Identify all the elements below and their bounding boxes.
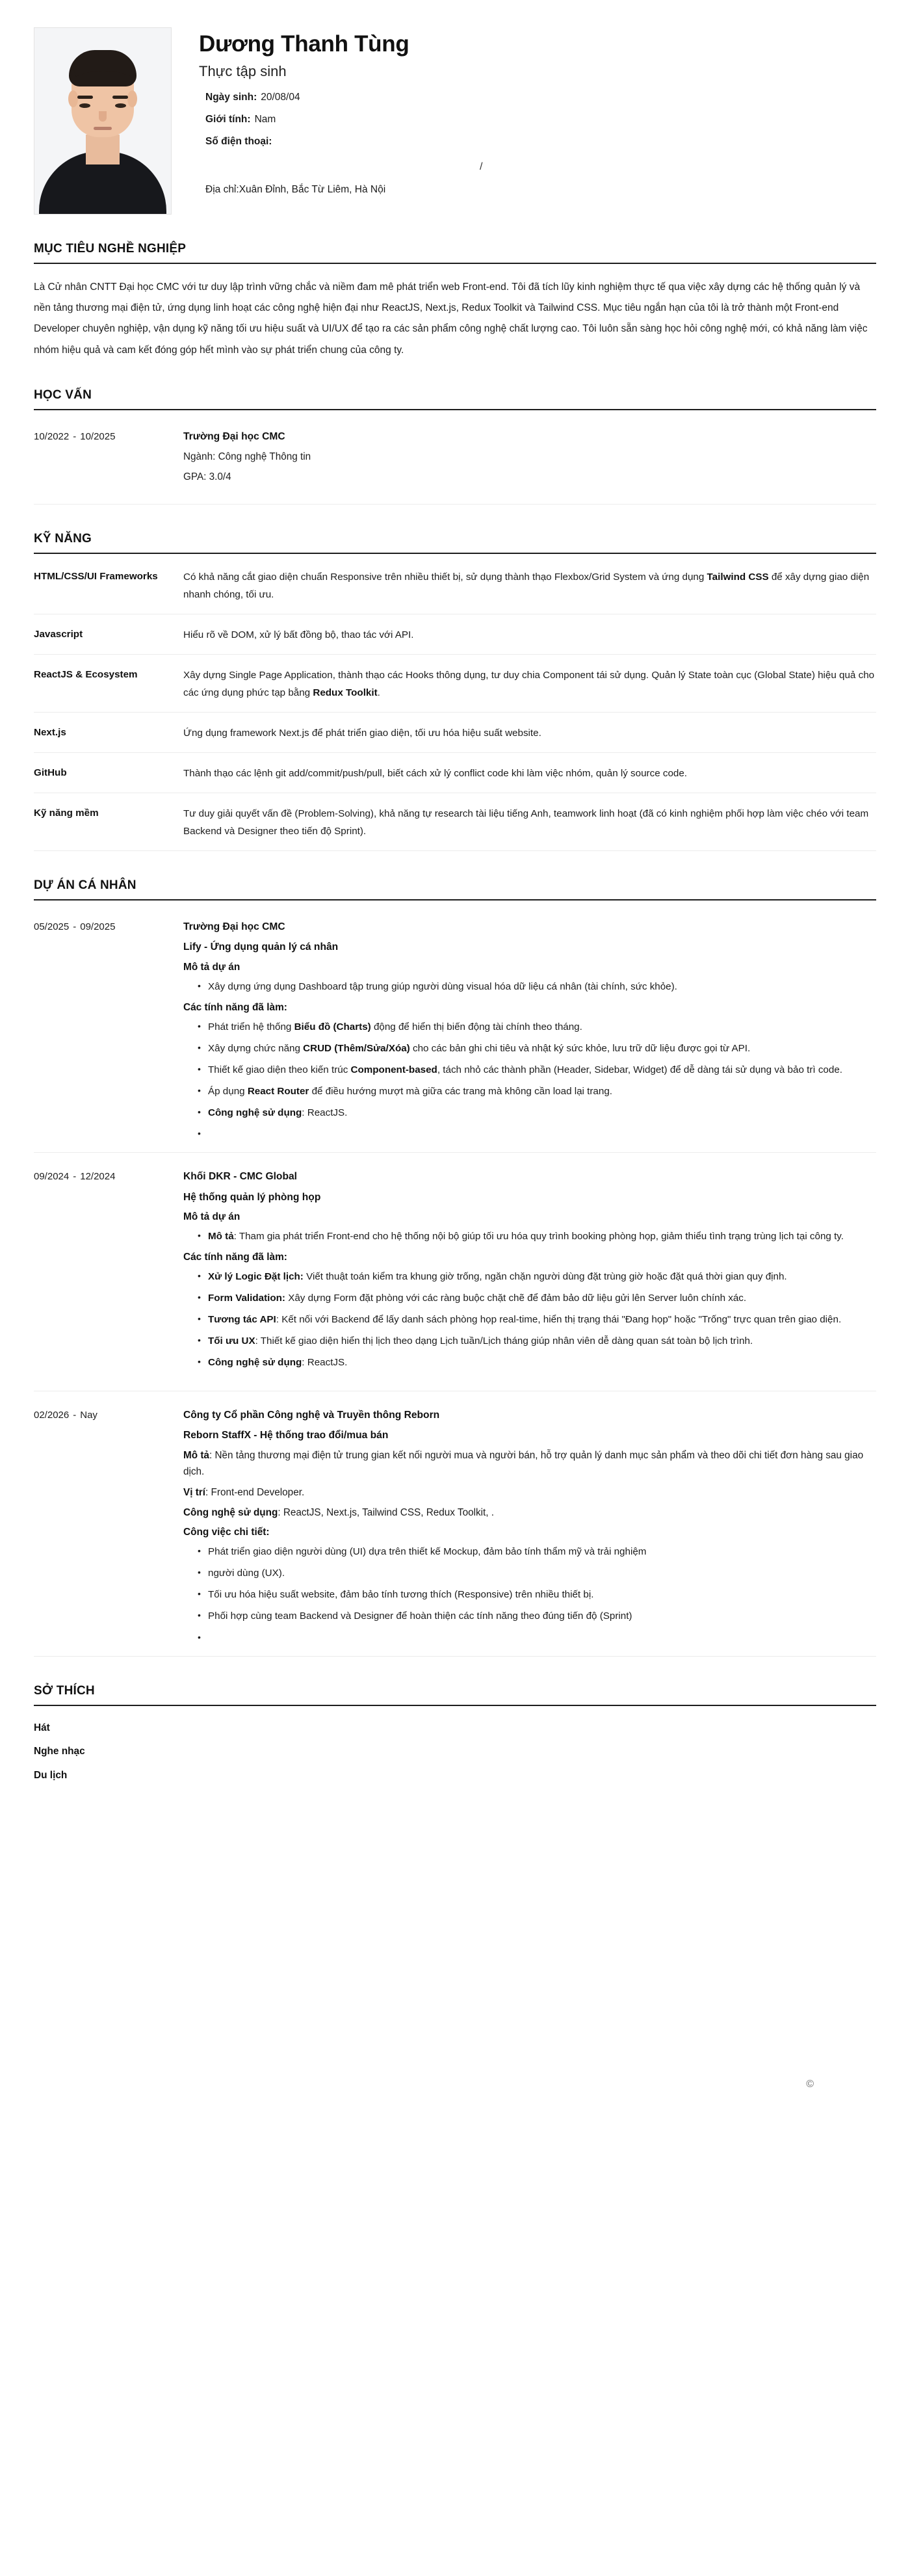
date-separator: - [73,1409,77,1421]
project-bullet-item [198,1040,876,1057]
education-entry [34,413,876,505]
section-rule [34,553,876,554]
project-bullet-item [198,1228,876,1245]
body-text: Hiểu rõ về DOM, xử lý bất đồng bộ, thao tác với API. [183,629,414,640]
project-bullet-item [198,1311,876,1328]
body-text: Có khả năng cắt giao diện chuẩn Responsive trên nhiều thiết bị, sử dụng thành thạo Flexbox/Grid System và ứng dụng [183,571,707,583]
project-bullet-item [198,1268,876,1285]
info-row-address [199,182,876,197]
header-info [199,27,876,197]
project-entry-date [34,1407,183,1423]
body-text: Tối ưu hóa hiệu suất website, đảm bảo tính tương thích (Responsive) trên nhiều thiết bị. [208,1589,594,1601]
date-from: 09/2024 [34,1171,70,1183]
skill-name: Javascript [34,628,83,640]
body-text: : ReactJS. [302,1107,348,1119]
project-bullet-list [183,1544,876,1638]
body-text: . [377,687,380,698]
cv-header [34,27,876,215]
project-detail-line [183,1505,876,1521]
project-bullet-list [183,979,876,995]
body-text: Xây dựng Single Page Application, thành thạo các Hooks thông dụng, tư duy chia Component tái sử dụng. Quản lý State toàn cục (Global State) hiệu quả cho các ứng dụng phức tạp bằng [183,669,875,698]
project-name: Hệ thống quản lý phòng họp [183,1191,321,1203]
skill-row [34,614,876,655]
project-bullet-item [198,1586,876,1603]
job-title: Thực tập sinh [199,63,287,80]
info-row-phone [199,134,876,150]
project-bullet-list [183,1228,876,1245]
date-to: 09/2025 [80,921,116,933]
education-detail-line: GPA: 3.0/4 [183,471,231,483]
project-bullet-item [198,1333,876,1350]
project-org-name: Công ty Cổ phần Công nghệ và Truyền thông Reborn [183,1409,440,1421]
date-separator: - [73,430,77,442]
project-detail-line [183,1447,876,1480]
project-entry-date [34,919,183,935]
project-bullet-item [198,1105,876,1122]
emphasis-text: Redux Toolkit [313,687,378,698]
photo-wrapper [34,27,172,215]
project-entry-body [183,1407,876,1642]
date-from: 10/2022 [34,430,70,442]
objective-text: Là Cử nhân CNTT Đại học CMC với tư duy lập trình vững chắc và niềm đam mê phát triển web Front-end. Tôi đã tích lũy kinh nghiệm thực tế qua việc xây dựng các hệ thống quản lý và nền tảng thương mại điện tử, ứng dụng linh hoạt các công nghệ hiện đại như ReactJS, Next.js, Redux Toolkit và Tailwind CSS. Mục tiêu ngắn hạn của tôi là trở thành một Front-end Developer chuyên nghiệp, vận dụng kỹ năng tối ưu hiệu suất và UI/UX để tạo ra các sản phẩm công nghệ chất lượng cao. Tôi luôn sẵn sàng học hỏi công nghệ mới, có khả năng làm việc nhóm hiệu quả và cam kết đóng góp hết mình vào sự phát triển chung của công ty. [34,282,868,356]
project-entry-date [34,1168,183,1185]
body-text: người dùng (UX). [208,1568,285,1579]
section-rule [34,409,876,410]
body-text: : Kết nối với Backend để lấy danh sách phòng họp real-time, hiển thị trạng thái "Đang họp" hoặc "Trống" trực quan trên giao diện. [276,1314,842,1326]
body-text: Thiết kế giao diện theo kiến trúc [208,1064,351,1075]
project-bullet-item [198,1062,876,1079]
slash-separator: / [480,161,483,172]
skill-row-list [34,557,876,851]
avatar [34,27,172,215]
portrait-illustration [34,28,171,214]
hobby-item: Du lịch [34,1770,68,1781]
project-bullet-item [198,1019,876,1036]
hobby-list [34,1720,876,1784]
project-bullet-item [198,979,876,995]
body-text: : ReactJS. [302,1357,348,1369]
section-hobbies [34,1684,876,1784]
project-bullet-item [198,1083,876,1100]
project-entry-body [183,919,876,1138]
skill-description [183,805,876,840]
project-bullet-item [198,1354,876,1371]
section-title-hobbies: SỞ THÍCH [34,1683,95,1698]
section-title-projects: DỰ ÁN CÁ NHÂN [34,878,136,893]
project-entry-body [183,1168,876,1376]
date-from: 05/2025 [34,921,70,933]
skill-description [183,568,876,603]
skill-row [34,713,876,753]
body-text: cho các bản ghi chi tiêu và nhật ký sức khỏe, lưu trữ dữ liệu được gọi từ API. [410,1042,751,1054]
info-row-birthdate [199,90,876,105]
info-row-gender [199,112,876,127]
project-bullet-item [198,1126,876,1134]
project-org-name: Trường Đại học CMC [183,921,285,933]
date-to: 10/2025 [80,430,116,442]
emphasis-text: Công nghệ sử dụng [208,1357,302,1369]
skill-name: GitHub [34,767,67,778]
project-detail-line [183,1484,876,1501]
project-entry [34,1391,876,1657]
date-from: 02/2026 [34,1409,70,1421]
project-block-heading: Công việc chi tiết: [183,1527,270,1538]
section-projects [34,878,876,1656]
date-separator: - [73,1171,77,1183]
education-entry-body [183,428,876,490]
phone-label: Số điện thoại: [205,135,272,147]
emphasis-text: Mô tả [183,1450,209,1462]
section-rule [34,263,876,264]
body-text: Phối hợp cùng team Backend và Designer để hoàn thiện các tính năng theo đúng tiến độ (Sprint) [208,1610,632,1622]
project-block-heading: Các tính năng đã làm: [183,1001,287,1013]
emphasis-text: Component-based [350,1064,437,1075]
emphasis-text: CRUD (Thêm/Sửa/Xóa) [303,1042,410,1054]
emphasis-text: Biểu đồ (Charts) [294,1021,371,1032]
body-text: để điều hướng mượt mà giữa các trang mà không cần load lại trang. [309,1086,612,1097]
section-rule [34,899,876,900]
body-text: Phát triển hệ thống [208,1021,294,1032]
body-text: Ứng dụng framework Next.js để phát triển giao diện, tối ưu hóa hiệu suất website. [183,727,541,739]
section-title-objective: MỤC TIÊU NGHỀ NGHIỆP [34,242,187,256]
body-text: Viết thuật toán kiểm tra khung giờ trống, ngăn chặn người dùng đặt trùng giờ hoặc đặt quá thời gian quy định. [303,1270,787,1282]
skill-row [34,753,876,793]
section-title-education: HỌC VẤN [34,388,92,402]
emphasis-text: Công nghệ sử dụng [183,1506,278,1518]
emphasis-text: Vị trí [183,1486,205,1498]
project-name: Reborn StaffX - Hệ thống trao đổi/mua bán [183,1429,389,1441]
body-text: Xây dựng ứng dụng Dashboard tập trung giúp người dùng visual hóa dữ liệu cá nhân (tài chính, sức khỏe). [208,980,677,992]
body-text: Xây dựng Form đặt phòng với các ràng buộc chặt chẽ để đảm bảo dữ liệu gửi lên Server luôn chính xác. [285,1293,747,1304]
skill-name: Next.js [34,726,66,738]
hobby-item: Nghe nhạc [34,1746,85,1757]
body-text: : Front-end Developer. [205,1486,305,1498]
education-org-name: Trường Đại học CMC [183,430,285,442]
education-entry-date [34,428,183,445]
project-org-name: Khối DKR - CMC Global [183,1171,297,1183]
skill-description [183,666,876,702]
skill-description [183,765,876,782]
gender-value: Nam [254,113,276,125]
body-text: Áp dụng [208,1086,248,1097]
education-entry-list [34,413,876,505]
skill-row [34,793,876,851]
birthdate-value: 20/08/04 [261,91,300,103]
body-text: động để hiển thị biến động tài chính theo tháng. [370,1021,582,1032]
gender-label: Giới tính: [205,113,251,125]
project-block-heading: Mô tả dự án [183,961,240,973]
emphasis-text: Tương tác API [208,1314,276,1326]
birthdate-label: Ngày sinh: [205,91,257,103]
section-rule [34,1705,876,1706]
project-bullet-item [198,1544,876,1560]
skill-name: ReactJS & Ecosystem [34,668,138,680]
project-name: Lify - Ứng dụng quản lý cá nhân [183,941,339,953]
body-text: Xây dựng chức năng [208,1042,304,1054]
project-bullet-item [198,1290,876,1307]
project-bullet-list [183,1019,876,1135]
section-education [34,388,876,505]
skill-description [183,724,876,742]
body-text: để xây dựng giao diện nhanh chóng, tối ưu. [183,571,870,600]
body-text: , tách nhỏ các thành phần (Header, Sidebar, Widget) để dễ dàng tái sử dụng và bảo trì code. [437,1064,842,1075]
section-objective [34,242,876,361]
project-bullet-item [198,1565,876,1582]
date-to: Nay [80,1409,98,1421]
emphasis-text: Công nghệ sử dụng [208,1107,302,1119]
project-entry-list [34,903,876,1656]
section-title-skills: KỸ NĂNG [34,531,92,545]
emphasis-text: React Router [247,1086,309,1097]
skill-row [34,655,876,713]
emphasis-text: Tối ưu UX [208,1335,255,1347]
body-text: Phát triển giao diện người dùng (UI) dựa trên thiết kế Mockup, đảm bảo tính thẩm mỹ và trải nghiệm [208,1545,647,1557]
project-bullet-item [198,1630,876,1638]
body-text: : Thiết kế giao diện hiển thị lịch theo dạng Lịch tuần/Lịch tháng giúp nhân viên dễ dàng quan sát toàn bộ lịch trình. [255,1335,753,1347]
date-to: 12/2024 [80,1171,116,1183]
project-block-heading: Các tính năng đã làm: [183,1251,287,1263]
emphasis-text: Tailwind CSS [707,571,769,583]
skill-name: Kỹ năng mềm [34,807,99,819]
hobby-item: Hát [34,1722,50,1733]
date-separator: - [73,921,77,933]
body-text: Thành thạo các lệnh git add/commit/push/pull, biết cách xử lý conflict code khi làm việc nhóm, quản lý source code. [183,767,688,779]
project-entry [34,1153,876,1391]
skill-name: HTML/CSS/UI Frameworks [34,570,158,582]
skill-row [34,557,876,614]
body-text: : Tham gia phát triển Front-end cho hệ thống nội bộ giúp tối ưu hóa quy trình booking phòng họp, giảm thiểu tình trạng trùng lịch tại công ty. [233,1230,844,1242]
project-bullet-item [198,1608,876,1625]
education-detail-line: Ngành: Công nghệ Thông tin [183,451,311,463]
page-title: Dương Thanh Tùng [199,31,410,57]
body-text: : ReactJS, Next.js, Tailwind CSS, Redux Toolkit, . [278,1506,495,1518]
address-value: Xuân Đỉnh, Bắc Từ Liêm, Hà Nội [239,183,386,195]
copyright-icon: © [806,2079,814,2090]
emphasis-text: Mô tả [208,1230,234,1242]
section-skills [34,532,876,851]
project-entry [34,903,876,1153]
emphasis-text: Form Validation: [208,1293,285,1304]
emphasis-text: Xử lý Logic Đặt lịch: [208,1270,304,1282]
project-block-heading: Mô tả dự án [183,1211,240,1222]
project-bullet-list [183,1268,876,1372]
address-label: Địa chỉ: [205,183,239,195]
body-text: Tư duy giải quyết vấn đề (Problem-Solving), khả năng tự research tài liệu tiếng Anh, teamwork linh hoạt (đã có kinh nghiệm phối hợp làm việc chéo với team Backend và Designer theo tiến độ Sprint). [183,808,869,837]
skill-description [183,626,876,644]
body-text: : Nền tảng thương mại điện tử trung gian kết nối người mua và người bán, hỗ trợ quản lý danh mục sản phẩm và theo dõi chi tiết đơn hàng sau giao dịch. [183,1450,864,1478]
